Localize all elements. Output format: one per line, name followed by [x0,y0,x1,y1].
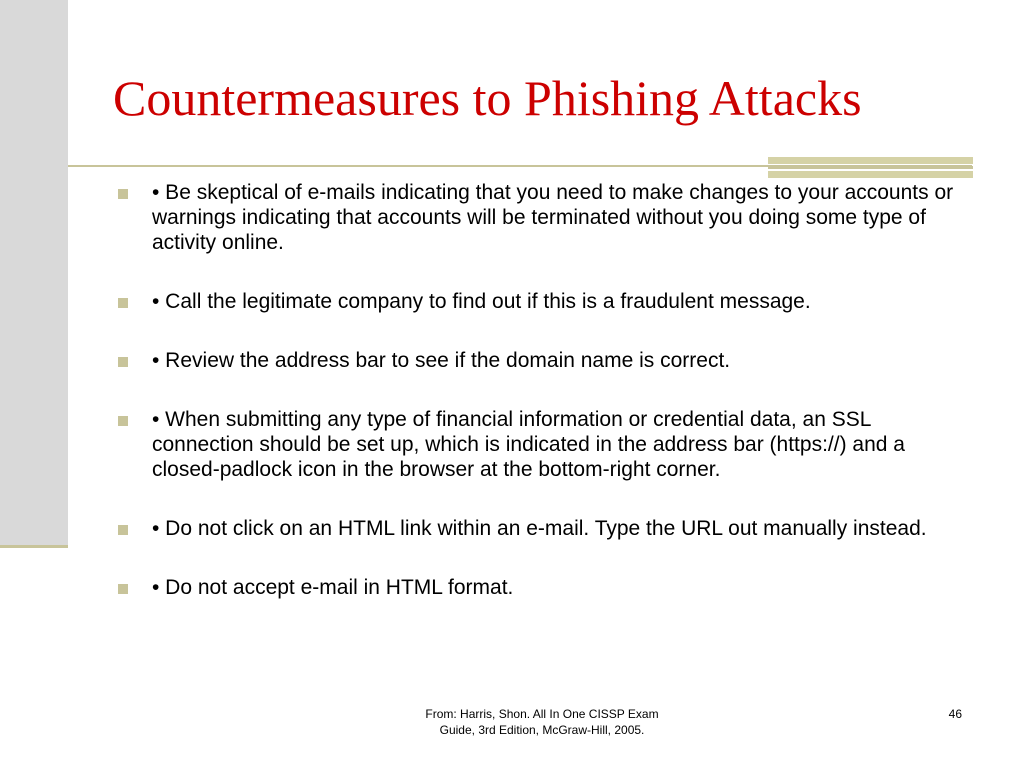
bullet-item [112,407,972,482]
accent-stripe-middle [768,166,973,169]
bullet-text: • When submitting any type of financial information or credential data, an SSL connection should be set up, which is indicated in the address bar (https://) and a closed-padlock icon in the browser at the bottom-right corner. [152,408,905,481]
square-bullet-icon [118,584,128,594]
bullet-item [112,180,972,255]
bullet-item [112,289,972,314]
square-bullet-icon [118,189,128,199]
bullet-text: • Be skeptical of e-mails indicating that you need to make changes to your accounts or warnings indicating that accounts will be terminated without you doing some type of activity online. [152,181,954,254]
square-bullet-icon [118,357,128,367]
accent-stripe-bottom [768,171,973,178]
bullet-text: • Review the address bar to see if the domain name is correct. [152,349,731,372]
footer-source-line-1: From: Harris, Shon. All In One CISSP Exam [425,707,659,721]
slide-title: Countermeasures to Phishing Attacks [113,70,862,126]
bullet-item [112,575,972,600]
bullet-item [112,348,972,373]
page-number: 46 [948,707,962,721]
left-band-underline [0,545,68,548]
square-bullet-icon [118,416,128,426]
title-accent-stripes [768,157,973,178]
square-bullet-icon [118,525,128,535]
left-decorative-band [0,0,68,547]
bullet-list [112,180,972,634]
square-bullet-icon [118,298,128,308]
footer-source-line-2: Guide, 3rd Edition, McGraw-Hill, 2005. [439,723,645,737]
bullet-item [112,516,972,541]
bullet-text: • Call the legitimate company to find out if this is a fraudulent message. [152,290,811,313]
bullet-text: • Do not click on an HTML link within an e-mail. Type the URL out manually instead. [152,517,927,540]
accent-stripe-top [768,157,973,164]
bullet-text: • Do not accept e-mail in HTML format. [152,576,514,599]
footer-source-citation [372,706,712,738]
